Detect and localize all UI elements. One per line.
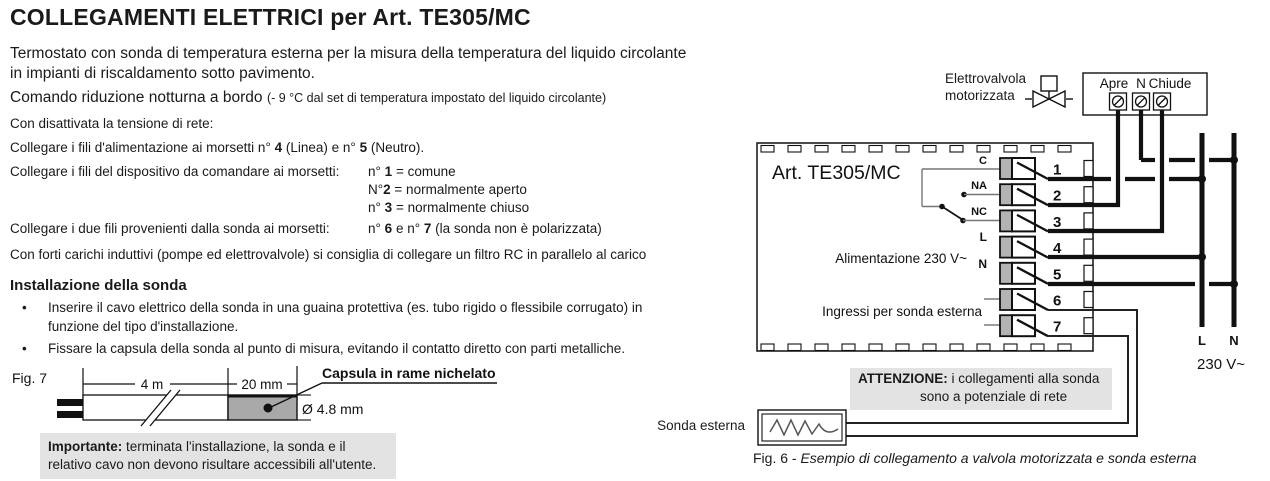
warning-line2: sono a potenziale di rete xyxy=(920,388,1068,404)
dim-capsule-label: 20 mm xyxy=(241,377,283,392)
capsule-sensor-dot xyxy=(264,404,273,413)
important-note-box: Importante: terminata l'installazione, la sonda e il relativo cavo non devono risultare accessibili all'utente. xyxy=(40,433,396,479)
terminal-number: 6 xyxy=(1053,292,1062,310)
bullet-icon: • xyxy=(22,341,27,356)
probe-terminals: n° 6 e n° 7 (la sonda non è polarizzata) xyxy=(368,221,602,236)
contact-label-c: C xyxy=(979,155,987,167)
device-terminal-3: n° 3 = normalmente chiuso xyxy=(368,200,530,215)
rc-filter-line: Con forti carichi induttivi (pompe ed elettrovalvole) si consiglia di collegare un filtro RC in parallelo al carico xyxy=(10,247,647,262)
terminal-number: 5 xyxy=(1053,266,1062,284)
install-bullet2: Fissare la capsula della sonda al punto di misura, evitando il contatto diretto con parti metalliche. xyxy=(48,341,626,356)
valve-terminal-chiude: Chiude xyxy=(1148,76,1192,91)
fig7-probe-drawing xyxy=(0,356,520,436)
terminal-number: 2 xyxy=(1053,187,1062,205)
warning-box xyxy=(850,368,1112,410)
terminal-number: 3 xyxy=(1053,213,1062,231)
fig6-caption xyxy=(753,450,1197,466)
screw-terminal-icon xyxy=(1110,93,1171,110)
connect-probe-line: Collegare i due fili provenienti dalla sonda ai morsetti: xyxy=(10,221,330,236)
contact-label-na: NA xyxy=(971,180,987,192)
bus-voltage-label: 230 V~ xyxy=(1197,356,1245,373)
contact-label-n: N xyxy=(978,257,987,271)
valve-terminal-box xyxy=(1083,73,1207,115)
contact-label-nc: NC xyxy=(971,206,987,218)
external-probe-label: Sonda esterna xyxy=(657,418,745,433)
mains-off-line: Con disattivata la tensione di rete: xyxy=(10,116,214,131)
valve-terminal-n: N xyxy=(1136,76,1146,91)
device-terminal-2: N°2 = normalmente aperto xyxy=(368,182,527,197)
terminal-number: 1 xyxy=(1053,161,1062,179)
power-supply-label: Alimentazione 230 V~ xyxy=(835,251,967,266)
cable-lead xyxy=(57,399,84,406)
fig6-caption-text: Esempio di collegamento a valvola motorizzata e sonda esterna xyxy=(800,450,1197,466)
contact-label-l: L xyxy=(979,230,987,244)
external-probe-box xyxy=(758,410,846,445)
cable-lead xyxy=(57,411,84,418)
night-reduction-line xyxy=(10,89,606,107)
install-bullet1-line1: Inserire il cavo elettrico della sonda in una guaina protettiva (es. tubo rigido o flessibile corrugato) in xyxy=(48,300,643,315)
night-reduction-text: Comando riduzione notturna a bordo xyxy=(10,89,263,106)
bullet-icon: • xyxy=(22,300,27,315)
bus-label-n: N xyxy=(1229,333,1239,348)
valve-terminal-apre: Apre xyxy=(1099,76,1129,91)
fig6-caption-prefix: Fig. 6 - xyxy=(753,450,801,466)
device-label: Art. TE305/MC xyxy=(772,162,901,184)
night-reduction-note: (- 9 °C dal set di temperatura impostato del liquido circolante) xyxy=(266,91,607,105)
terminal-number: 7 xyxy=(1053,318,1062,336)
fig7-label: Fig. 7 xyxy=(12,370,48,386)
valve-label-line2: motorizzata xyxy=(945,87,1015,103)
probe-capsule xyxy=(228,395,297,420)
valve-label xyxy=(945,71,1026,104)
install-bullet1-line2: funzione del tipo d'installazione. xyxy=(48,319,239,334)
terminal-number: 4 xyxy=(1053,240,1062,258)
intro-line-1: Termostato con sonda di temperatura esterna per la misura della temperatura del liquido circolante xyxy=(10,45,687,62)
diameter-label: Ø 4.8 mm xyxy=(302,401,364,417)
bus-label-l: L xyxy=(1198,333,1206,348)
capsule-label: Capsula in rame nichelato xyxy=(322,365,496,381)
dim-length-label: 4 m xyxy=(140,377,164,392)
page-title: COLLEGAMENTI ELETTRICI per Art. TE305/MC xyxy=(10,4,531,30)
probe-inputs-label: Ingressi per sonda esterna xyxy=(822,304,982,319)
connect-device-line: Collegare i fili del dispositivo da comandare ai morsetti: xyxy=(10,164,340,179)
motorized-valve-icon xyxy=(1025,76,1073,107)
device-terminal-1: n° 1 = comune xyxy=(368,164,456,179)
intro-line-2: in impianti di riscaldamento sotto pavimento. xyxy=(10,65,315,82)
connect-power-line: Collegare i fili d'alimentazione ai morsetti n° 4 (Linea) e n° 5 (Neutro). xyxy=(10,140,425,155)
warning-line1: ATTENZIONE: i collegamenti alla sonda xyxy=(858,371,1100,386)
valve-label-line1: Elettrovalvola xyxy=(945,71,1027,86)
install-heading: Installazione della sonda xyxy=(10,277,187,294)
